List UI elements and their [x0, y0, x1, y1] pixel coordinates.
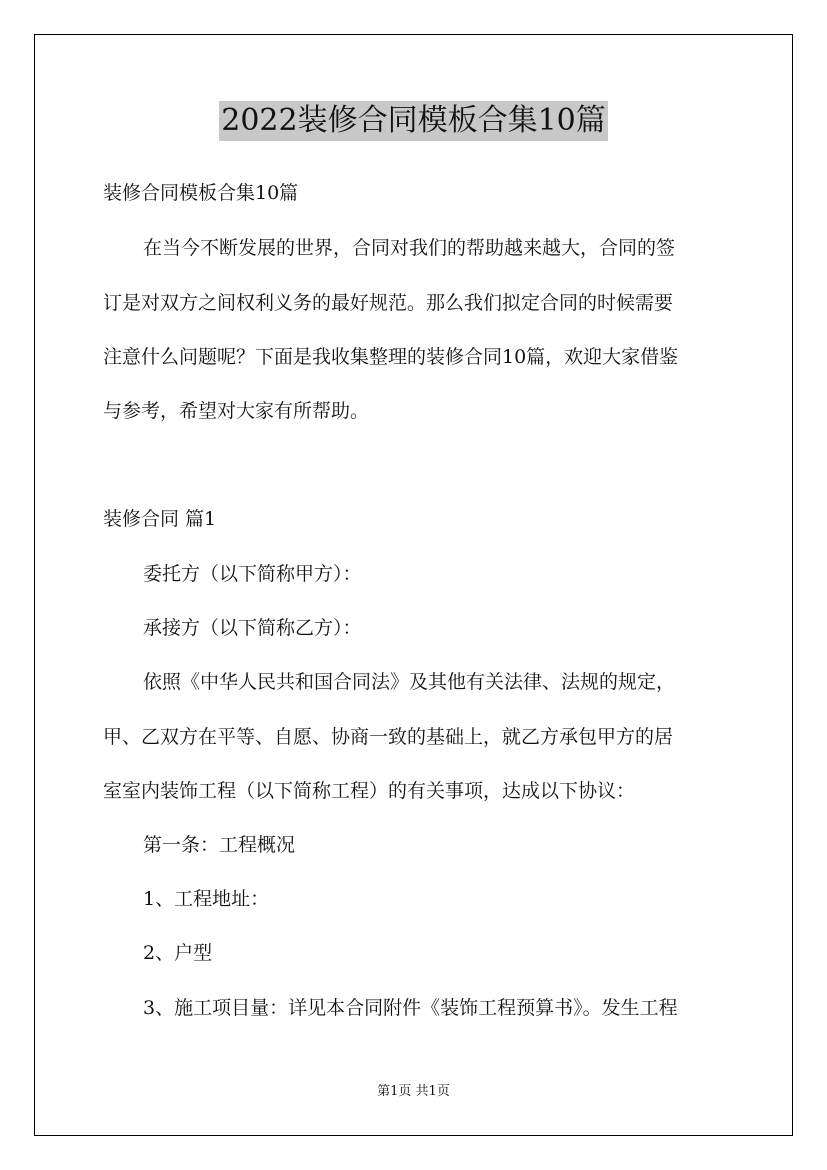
document-subtitle: 装修合同模板合集10篇: [103, 182, 299, 204]
body-line: 1、工程地址：: [143, 888, 270, 910]
document-title: 2022装修合同模板合集10篇: [219, 101, 608, 141]
intro-line: 在当今不断发展的世界，合同对我们的帮助越来越大，合同的签: [143, 237, 676, 259]
body-line: 2、户型: [143, 942, 213, 964]
body-line: 3、施工项目量：详见本合同附件《装饰工程预算书》。发生工程: [143, 997, 678, 1019]
page-footer: 第1页 共1页: [377, 1084, 450, 1099]
section-heading: 装修合同 篇1: [103, 508, 217, 530]
body-line: 依照《中华人民共和国合同法》及其他有关法律、法规的规定，: [143, 671, 676, 693]
intro-line: 注意什么问题呢？下面是我收集整理的装修合同10篇，欢迎大家借鉴: [103, 346, 679, 368]
body-line: 第一条：工程概况: [143, 834, 296, 856]
body-line: 承接方（以下简称乙方）：: [143, 617, 362, 639]
body-line: 委托方（以下简称甲方）：: [143, 563, 362, 585]
intro-line: 与参考，希望对大家有所帮助。: [103, 400, 370, 422]
title-container: [0, 101, 827, 141]
body-line: 室室内装饰工程（以下简称工程）的有关事项，达成以下协议：: [103, 780, 636, 802]
intro-line: 订是对双方之间权利义务的最好规范。那么我们拟定合同的时候需要: [103, 292, 674, 314]
body-line: 甲、乙双方在平等、自愿、协商一致的基础上，就乙方承包甲方的居: [103, 726, 674, 748]
